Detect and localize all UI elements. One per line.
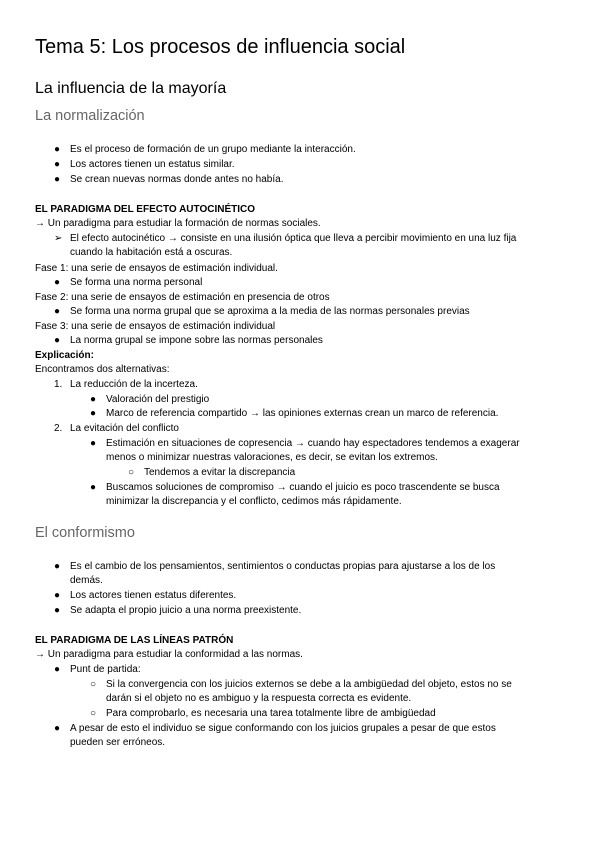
list-item: Los actores tienen estatus diferentes. xyxy=(70,590,237,601)
circle-bullet-icon: ○ xyxy=(90,708,97,719)
heading-conformismo: El conformismo xyxy=(35,525,135,541)
bullet-dot: ● xyxy=(54,306,61,317)
bullet-dot: ● xyxy=(54,723,61,734)
bullet-dot: ● xyxy=(54,174,61,185)
page-title: Tema 5: Los procesos de influencia social xyxy=(35,36,406,58)
alternativas-text: Encontramos dos alternativas: xyxy=(35,364,170,375)
bullet-dot: ● xyxy=(90,408,97,419)
list-item: La norma grupal se impone sobre las normas personales xyxy=(70,335,323,346)
arrow-bullet-icon: ➢ xyxy=(54,233,63,244)
explicacion-label: Explicación: xyxy=(35,350,94,361)
list-item: El efecto autocinético → consiste en una ilusión óptica que lleva a percibir movimiento en una luz fija xyxy=(70,233,517,244)
bullet-dot: ● xyxy=(54,590,61,601)
list-item: La evitación del conflicto xyxy=(70,423,179,434)
list-item: Punt de partida: xyxy=(70,664,141,675)
bullet-dot: ● xyxy=(54,561,61,572)
fase-1: Fase 1: una serie de ensayos de estimación individual. xyxy=(35,263,278,274)
list-item: La reducción de la incerteza. xyxy=(70,379,198,390)
lineas-heading: EL PARADIGMA DE LAS LÍNEAS PATRÓN xyxy=(35,635,234,646)
list-item-continuation: demás. xyxy=(70,575,103,586)
bullet-dot: ● xyxy=(90,482,97,493)
fase-2: Fase 2: una serie de ensayos de estimación en presencia de otros xyxy=(35,292,330,303)
list-item: Se crean nuevas normas donde antes no había. xyxy=(70,174,284,185)
list-item-continuation: cuando la habitación está a oscuras. xyxy=(70,247,233,258)
list-item: Se forma una norma personal xyxy=(70,277,203,288)
list-item: Se forma una norma grupal que se aproxima a la media de las normas personales previas xyxy=(70,306,470,317)
list-item-continuation: minimizar la discrepancia y el conflicto, cedimos más rápidamente. xyxy=(106,496,402,507)
fase-3: Fase 3: una serie de ensayos de estimación individual xyxy=(35,321,276,332)
list-item: Marco de referencia compartido → las opiniones externas crean un marco de referencia. xyxy=(106,408,499,419)
bullet-dot: ● xyxy=(54,664,61,675)
circle-bullet-icon: ○ xyxy=(128,467,135,478)
lineas-arrow-line: → Un paradigma para estudiar la conformidad a las normas. xyxy=(35,649,303,660)
bullet-dot: ● xyxy=(90,438,97,449)
list-item: Es el cambio de los pensamientos, sentimientos o conductas propias para ajustarse a los de los xyxy=(70,561,496,572)
bullet-dot: ● xyxy=(54,605,61,616)
list-item-continuation: pueden ser erróneos. xyxy=(70,737,166,748)
list-item: Buscamos soluciones de compromiso → cuando el juicio es poco trascendente se busca xyxy=(106,482,500,493)
list-item: Se adapta el propio juicio a una norma preexistente. xyxy=(70,605,302,616)
autocinetico-arrow-line: → Un paradigma para estudiar la formación de normas sociales. xyxy=(35,218,321,229)
bullet-dot: ● xyxy=(54,144,61,155)
bullet-dot: ● xyxy=(54,277,61,288)
autocinetico-heading: EL PARADIGMA DEL EFECTO AUTOCINÉTICO xyxy=(35,204,256,215)
list-item: Los actores tienen un estatus similar. xyxy=(70,159,235,170)
bullet-dot: ● xyxy=(54,335,61,346)
circle-bullet-icon: ○ xyxy=(90,679,97,690)
list-number: 1. xyxy=(54,379,63,390)
list-item: Tendemos a evitar la discrepancia xyxy=(144,467,296,478)
list-item: Si la convergencia con los juicios externos se debe a la ambigüedad del objeto, estos no se xyxy=(106,679,512,690)
heading-mayoria: La influencia de la mayoría xyxy=(35,80,227,97)
list-item-continuation: menos o minimizar nuestras valoraciones, es decir, se evitan los extremos. xyxy=(106,452,438,463)
bullet-dot: ● xyxy=(90,394,97,405)
heading-normalizacion: La normalización xyxy=(35,108,145,124)
list-item: Valoración del prestigio xyxy=(106,394,210,405)
list-item: Es el proceso de formación de un grupo mediante la interacción. xyxy=(70,144,356,155)
list-item: Para comprobarlo, es necesaria una tarea totalmente libre de ambigüedad xyxy=(106,708,436,719)
list-item: Estimación en situaciones de copresencia → cuando hay espectadores tendemos a exagerar xyxy=(106,438,520,449)
list-item-continuation: darán si el objeto no es ambiguo y la respuesta correcta es evidente. xyxy=(106,693,412,704)
list-number: 2. xyxy=(54,423,63,434)
bullet-dot: ● xyxy=(54,159,61,170)
list-item: A pesar de esto el individuo se sigue conformando con los juicios grupales a pesar de que estos xyxy=(70,723,496,734)
